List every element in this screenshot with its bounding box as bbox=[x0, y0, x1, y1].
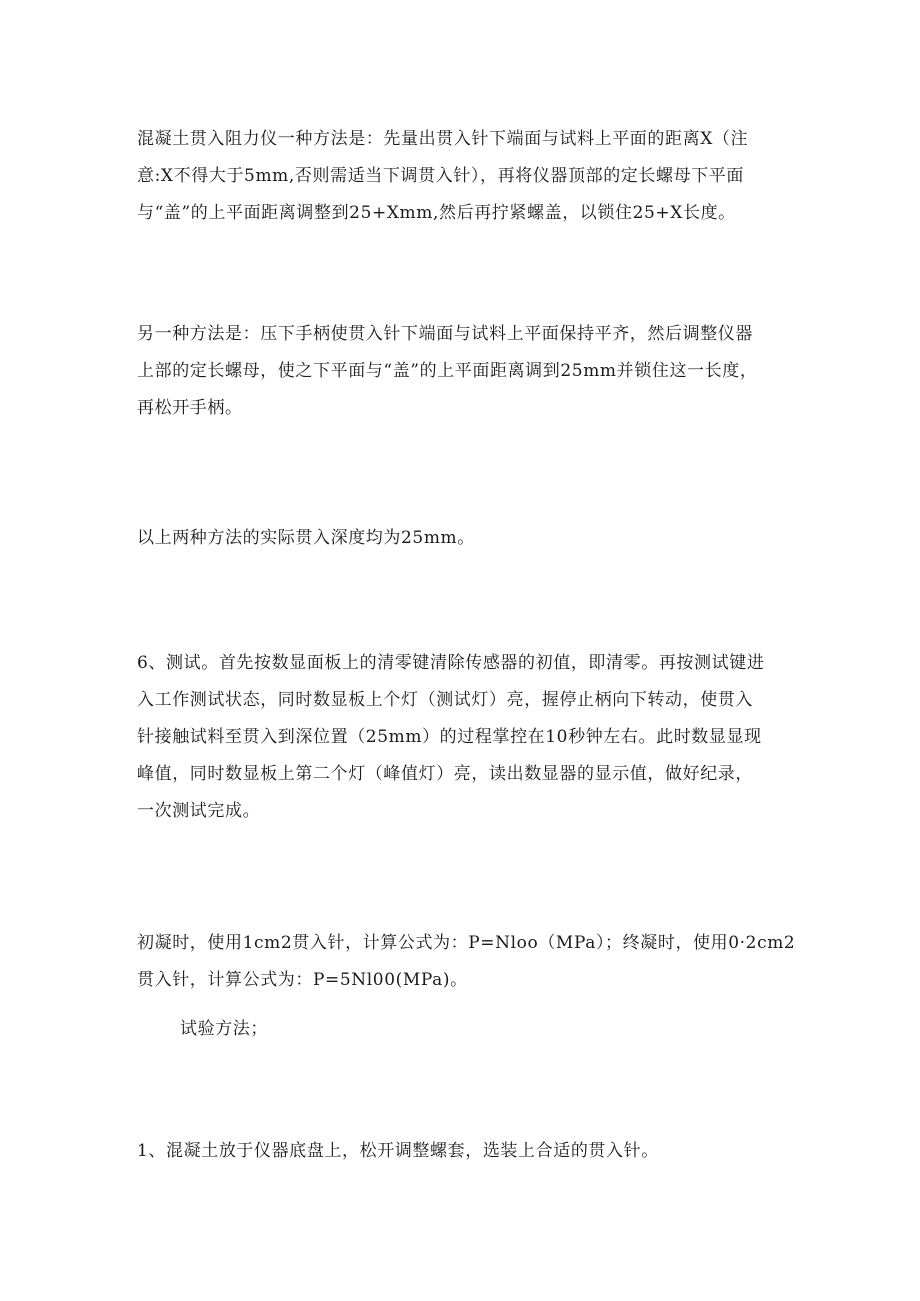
text-line: 1、混凝土放于仪器底盘上，松开调整螺套，选装上合适的贯入针。 bbox=[137, 1141, 659, 1161]
text-line: 针接触试料至贯入到深位置（25mm）的过程掌控在10秒钟左右。此时数显显现 bbox=[137, 727, 762, 747]
text-line: 入工作测试状态，同时数显板上个灯（测试灯）亮，握停止柄向下转动，使贯入 bbox=[137, 690, 753, 710]
paragraph-formula bbox=[137, 925, 797, 999]
text-line: 一次测试完成。 bbox=[137, 801, 261, 821]
text-line: 峰值，同时数显板上第二个灯（峰值灯）亮，读出数显器的显示值，做好纪录， bbox=[137, 764, 753, 784]
text-line: 上部的定长螺母，使之下平面与“盖”的上平面距离调到25mm并锁住这一长度， bbox=[137, 361, 758, 381]
text-line: 另一种方法是：压下手柄使贯入针下端面与试料上平面保持平齐，然后调整仪器 bbox=[137, 324, 753, 344]
text-line: 与“盖”的上平面距离调整到25+Xmm,然后再拧紧螺盖，以锁住25+X长度。 bbox=[137, 203, 736, 223]
text-line: 以上两种方法的实际贯入深度均为25mm。 bbox=[137, 528, 475, 548]
paragraph-method-two bbox=[137, 316, 797, 427]
text-line: 混凝土贯入阻力仪一种方法是：先量出贯入针下端面与试料上平面的距离X（注 bbox=[137, 129, 749, 149]
text-line: 意:X不得大于5mm,否则需适当下调贯入针），再将仪器顶部的定长螺母下平面 bbox=[137, 166, 744, 186]
test-method-heading bbox=[180, 1011, 840, 1048]
text-line: 试验方法； bbox=[180, 1019, 268, 1039]
text-line: 贯入针，计算公式为：P=5Nl00(MPa)。 bbox=[137, 970, 468, 990]
paragraph-method-one bbox=[137, 121, 797, 232]
text-line: 6、测试。首先按数显面板上的清零键清除传感器的初值，即清零。再按测试键进 bbox=[137, 653, 765, 673]
text-line: 初凝时，使用1cm2贯入针，计算公式为：P=Nloo（MPa）；终凝时，使用0·2cm2 bbox=[137, 933, 796, 953]
text-line: 再松开手柄。 bbox=[137, 398, 243, 418]
paragraph-step-1 bbox=[137, 1133, 797, 1170]
paragraph-depth-note bbox=[137, 520, 797, 557]
paragraph-step-6-test bbox=[137, 645, 797, 830]
